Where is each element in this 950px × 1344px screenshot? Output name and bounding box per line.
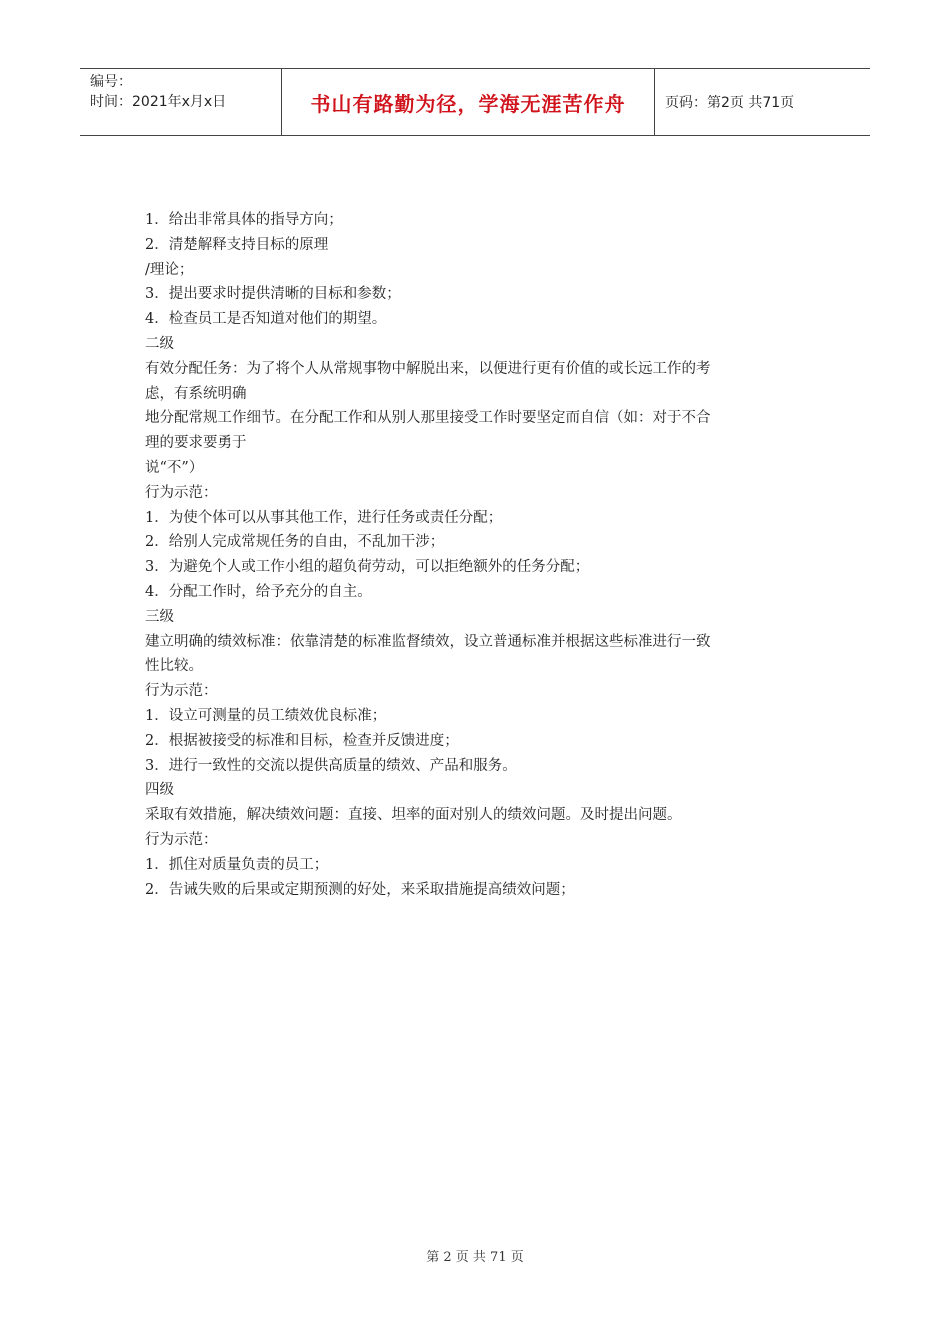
body-line: 3．进行一致性的交流以提供高质量的绩效、产品和服务。 (145, 757, 517, 774)
body-line: 3．提出要求时提供清晰的目标和参数； (145, 286, 401, 303)
body-line: 4．分配工作时，给予充分的自主。 (145, 583, 372, 600)
body-line: 3．为避免个人或工作小组的超负荷劳动，可以拒绝额外的任务分配； (145, 559, 590, 576)
body-line: 1．设立可测量的员工绩效优良标准； (145, 707, 387, 724)
section-heading: 三级 (145, 608, 174, 625)
body-line: 2．告诫失败的后果或定期预测的好处，来采取措施提高绩效问题； (145, 881, 575, 898)
document-number: 编号： (90, 74, 132, 90)
page-footer (0, 1246, 950, 1265)
header-motto: 书山有路勤为径，学海无涯苦作舟 (310, 91, 626, 116)
body-line: 性比较。 (145, 658, 203, 675)
header-page-cell (655, 69, 870, 135)
body-line: 建立明确的绩效标准：依靠清楚的标准监督绩效，设立普通标准并根据这些标准进行一致 (145, 633, 711, 650)
subsection-label: 行为示范： (145, 831, 218, 848)
subsection-label: 行为示范： (145, 484, 218, 501)
document-body (145, 208, 815, 902)
body-line: 1．为使个体可以从事其他工作，进行任务或责任分配； (145, 509, 503, 526)
body-line: 1．给出非常具体的指导方向； (145, 212, 343, 228)
body-line: 地分配常规工作细节。在分配工作和从别人那里接受工作时要坚定而自信（如：对于不合 (145, 410, 711, 427)
body-line: 1．抓住对质量负责的员工； (145, 856, 329, 873)
document-date: 时间：2021年x月x日 (90, 94, 227, 110)
body-line: 采取有效措施，解决绩效问题：直接、坦率的面对别人的绩效问题。及时提出问题。 (145, 807, 682, 824)
body-line: /理论； (145, 261, 194, 278)
body-line: 4．检查员工是否知道对他们的期望。 (145, 311, 387, 328)
header-page-info: 页码：第2页 共71页 (665, 95, 795, 111)
body-line: 2．根据被接受的标准和目标，检查并反馈进度； (145, 732, 459, 749)
section-heading: 二级 (145, 335, 174, 352)
header-motto-cell (282, 69, 655, 135)
body-line: 虑，有系统明确 (145, 385, 247, 402)
section-heading: 四级 (145, 782, 174, 799)
body-line: 说“不”） (145, 459, 204, 476)
body-line: 有效分配任务：为了将个人从常规事物中解脱出来，以便进行更有价值的或长远工作的考 (145, 360, 711, 377)
footer-page-number: 第 2 页 共 71 页 (426, 1250, 524, 1265)
subsection-label: 行为示范： (145, 683, 218, 700)
body-line: 理的要求要勇于 (145, 435, 247, 452)
body-line: 2．给别人完成常规任务的自由，不乱加干涉； (145, 534, 445, 551)
body-line: 2．清楚解释支持目标的原理 (145, 236, 329, 253)
header-meta (80, 69, 282, 135)
page-header (80, 68, 870, 136)
